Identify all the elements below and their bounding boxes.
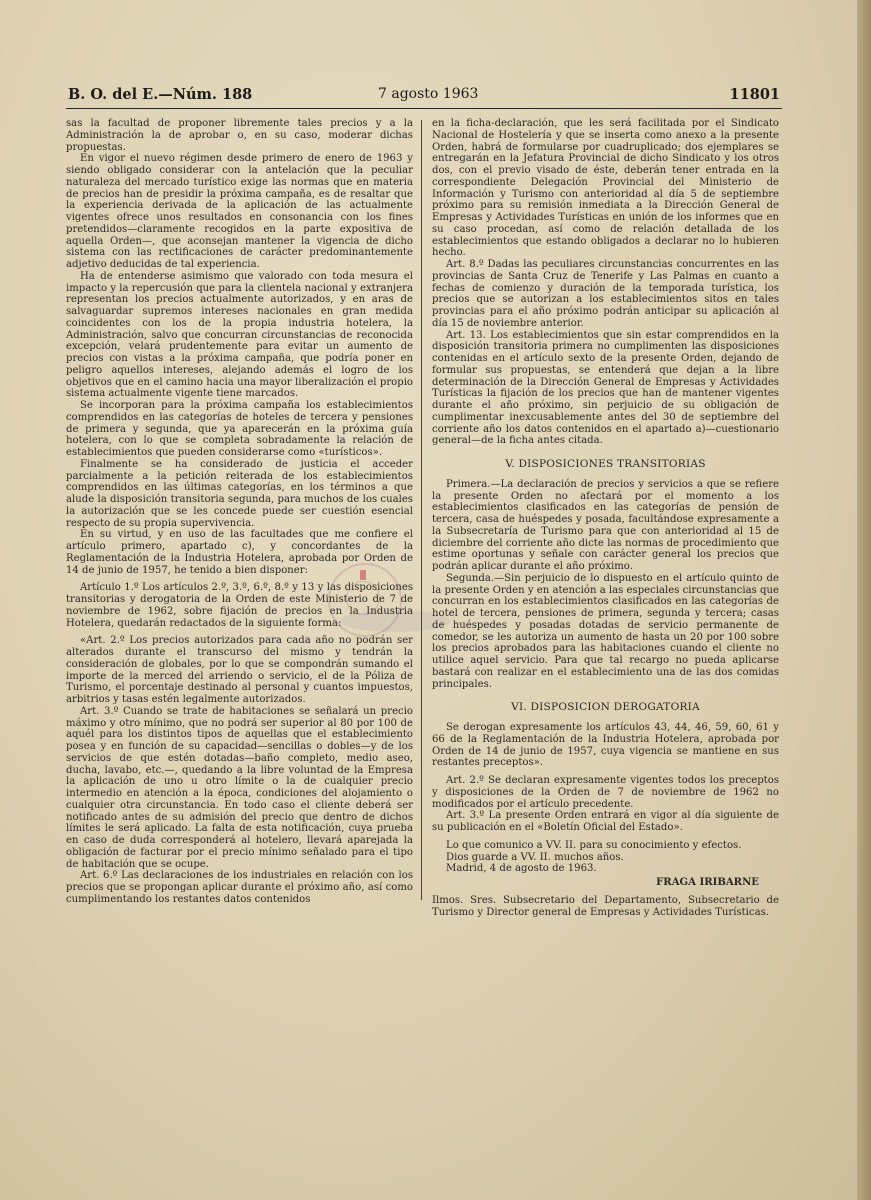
- article-3: Art. 3.º Cuando se trate de habitaciones se señalará un precio máximo y otro mínimo, que no podrá ser superior al 80 por 100 de aquél para los distintos tipos de aquellas que el establecimiento posea y en función de su capacidad—sencillas o dobles—y de los servicios de que estén dotadas—baño completo, medio aseo, ducha, lavabo, etc.—, quedando a la libre voluntad de la Empresa la aplicación de uno u otro límite o la de cualquier precio intermedio en atención a la época, condiciones del alojamiento o cualquier otra circunstancia. En todo caso el cliente deberá ser notificado antes de su admisión del precio que dentro de dichos límites le será aplicado. La falta de esta notificación, cuya prueba en caso de duda corresponderá al hotelero, llevará aparejada la obligación de facturar por el precio mínimo señalado para el tipo de habitación que se ocupe.: [66, 705, 413, 870]
- paragraph: Se incorporan para la próxima campaña los establecimientos comprendidos en las categorías de hoteles de tercera y pensiones de primera y segunda, que ya aparecerán en la próxima guía hotelera, con lo que se completa sobradamente la relación de establecimientos que pueden considerarse como «turísticos».: [66, 400, 413, 458]
- right-column: [432, 118, 779, 918]
- signature: FRAGA IRIBARNE: [656, 877, 759, 888]
- article-1: Artículo 1.º Los artículos 2.º, 3.º, 6.º, 8.º y 13 y las disposiciones transitorias y derogatoria de la Orden de este Ministerio de 7 de noviembre de 1962, sobre fijación de precios en la Industria Hotelera, quedarán redactados de la siguiente forma:: [66, 582, 413, 629]
- stamp-mark: [360, 570, 366, 580]
- article-8: Art. 8.º Dadas las peculiares circunstancias concurrentes en las provincias de Santa Cruz de Tenerife y Las Palmas en cuanto a fechas de comienzo y duración de la temporada turística, los precios que se autorizan a los establecimientos sitos en tales provincias para el año próximo podrán anticipar su aplicación al día 15 de noviembre anterior.: [432, 259, 779, 329]
- column-divider: [421, 120, 422, 900]
- place-date: Madrid, 4 de agosto de 1963.: [446, 863, 597, 875]
- page-header: [68, 86, 780, 106]
- header-rule: [66, 108, 782, 109]
- closing-line: Dios guarde a VV. II. muchos años.: [446, 851, 624, 863]
- transitoria-segunda: Segunda.—Sin perjuicio de lo dispuesto en el artículo quinto de la presente Orden y en atención a las especiales circunstancias que concurran en los establecimientos clasificados en las categorías de hotel de tercera, pensiones de primera, segunda y tercera; casas de huéspedes y posadas dotadas de servicio permanente de comedor, se les autoriza un aumento de hasta un 20 por 100 sobre los precios aprobados para las habitaciones cuando el cliente no utilice aquel servicio. Para que tal recargo no pueda aplicarse bastará con realizar en el establecimiento una de las dos comidas principales.: [432, 572, 779, 690]
- header-issue: B. O. del E.—Núm. 188: [68, 86, 253, 103]
- paragraph: En su virtud, y en uso de las facultades que me confiere el artículo primero, apartado c), y concordantes de la Reglamentación de la Industria Hotelera, aprobada por Orden de 14 de junio de 1957, he tenido a bien disponer:: [66, 529, 413, 576]
- paper-edge: [857, 0, 871, 1200]
- article-2-final: Art. 2.º Se declaran expresamente vigentes todos los preceptos y disposiciones de la Orden de 7 de noviembre de 1962 no modificados por el artículo precedente.: [432, 775, 779, 810]
- ink-smudge: [340, 610, 450, 632]
- addressee: Ilmos. Sres. Subsecretario del Departamento, Subsecretario de Turismo y Director general de Empresas y Actividades Turísticas.: [432, 894, 779, 918]
- paragraph: En vigor el nuevo régimen desde primero de enero de 1963 y siendo obligado considerar con la antelación que la peculiar naturaleza del mercado turístico exige las normas que en materia de precios han de presidir la próxima campaña, es de resaltar que la experiencia derivada de la aplicación de las actualmente vigentes ofrece unos resultados en consonancia con los fines pretendidos—claramente recogidos en la parte expositiva de aquella Orden—, que aconsejan mantener la vigencia de dicho sistema con las rectificaciones de carácter predominantemente adjetivo deducidas de tal experiencia.: [66, 153, 413, 270]
- transitoria-primera: Primera.—La declaración de precios y servicios a que se refiere la presente Orden no afectará por el momento a los establecimientos clasificados en las categorías de pensión de tercera, casa de huéspedes y posada, facultándose expresamente a la Subsecretaría de Turismo para que con anterioridad al 15 de diciembre del corriente año dicte las normas de procedimiento que estime oportunas y señale con carácter general los precios que podrán aplicar durante el año próximo.: [432, 478, 779, 572]
- section-vi-title: VI. DISPOSICION DEROGATORIA: [511, 701, 700, 714]
- paragraph: Ha de entenderse asimismo que valorado con toda mesura el impacto y la repercusión que para la clientela nacional y extranjera representan los precios actualmente autorizados, y en aras de salvaguardar supremos intereses nacionales en gran medida coincidentes con los de la propia industria hotelera, la Administración, salvo que concurran circunstancias de reconocida excepción, velará prudentemente para evitar un aumento de precios con vistas a la próxima campaña, que podría poner en peligro aquellos intereses, alejando además el logro de los objetivos que en el camino hacia una mayor liberalización el propio sistema actualmente vigente tiene marcados.: [66, 270, 413, 400]
- paragraph: Finalmente se ha considerado de justicia el acceder parcialmente a la petición reiterada de los establecimientos comprendidos en las últimas categorías, en los términos a que alude la disposición transitoria segunda, para muchos de los cuales la autorización que se les concede puede ser cuestión esencial respecto de su propia supervivencia.: [66, 458, 413, 529]
- header-date: 7 agosto 1963: [378, 86, 479, 102]
- header-page-number: 11801: [729, 86, 780, 103]
- left-column: [66, 118, 413, 906]
- article-6: Art. 6.º Las declaraciones de los industriales en relación con los precios que se propongan aplicar durante el próximo año, así como cumplimentando los restantes datos contenidos: [66, 870, 413, 905]
- paragraph: en la ficha-declaración, que les será facilitada por el Sindicato Nacional de Hostelería y que se inserta como anexo a la presente Orden, habrá de formularse por cuadruplicado; dos ejemplares se entregarán en la Jefatura Provincial de dicho Sindicato y los otros dos, con el previo visado de éste, deberán tener entrada en la correspondiente Delegación Provincial del Ministerio de Información y Turismo con anterioridad al día 5 de septiembre próximo para su remisión inmediata a la Dirección General de Empresas y Actividades Turísticas en unión de los informes que en su caso procedan, así como de relación detallada de los establecimientos que estando obligados a declarar no lo hubieren hecho.: [432, 118, 779, 259]
- derogatoria: Se derogan expresamente los artículos 43, 44, 46, 59, 60, 61 y 66 de la Reglamentación de la Industria Hotelera, aprobada por Orden de 14 de junio de 1957, cuya vigencia se mantiene en sus restantes preceptos».: [432, 722, 779, 769]
- article-3-final: Art. 3.º La presente Orden entrará en vigor al día siguiente de su publicación en el «Boletín Oficial del Estado».: [432, 810, 779, 833]
- article-2: «Art. 2.º Los precios autorizados para cada año no podrán ser alterados durante el transcurso del mismo y tendrán la consideración de globales, por lo que se compondrán sumando el importe de la merced del arriendo o servicio, el de la Póliza de Turismo, el porcentaje destinado al personal y cuantos impuestos, arbitrios y tasas estén legalmente autorizados.: [66, 635, 413, 705]
- section-v-title: V. DISPOSICIONES TRANSITORIAS: [505, 458, 706, 470]
- closing-line: Lo que comunico a VV. II. para su conocimiento y efectos.: [446, 839, 742, 851]
- article-13: Art. 13. Los establecimientos que sin estar comprendidos en la disposición transitoria primera no cumplimenten las disposiciones contenidas en el artículo sexto de la presente Orden, dejando de formular sus propuestas, se entenderá que dejan a la libre determinación de la Dirección General de Empresas y Actividades Turísticas la fijación de los precios que han de mantener vigentes durante el año próximo, sin perjuicio de su obligación de cumplimentar inexcusablemente antes del 30 de septiembre del corriente año los datos contenidos en el apartado a)—cuestionario general—de la ficha antes citada.: [432, 329, 779, 447]
- paragraph: sas la facultad de proponer libremente tales precios y a la Administración la de aprobar o, en su caso, moderar dichas propuestas.: [66, 118, 413, 153]
